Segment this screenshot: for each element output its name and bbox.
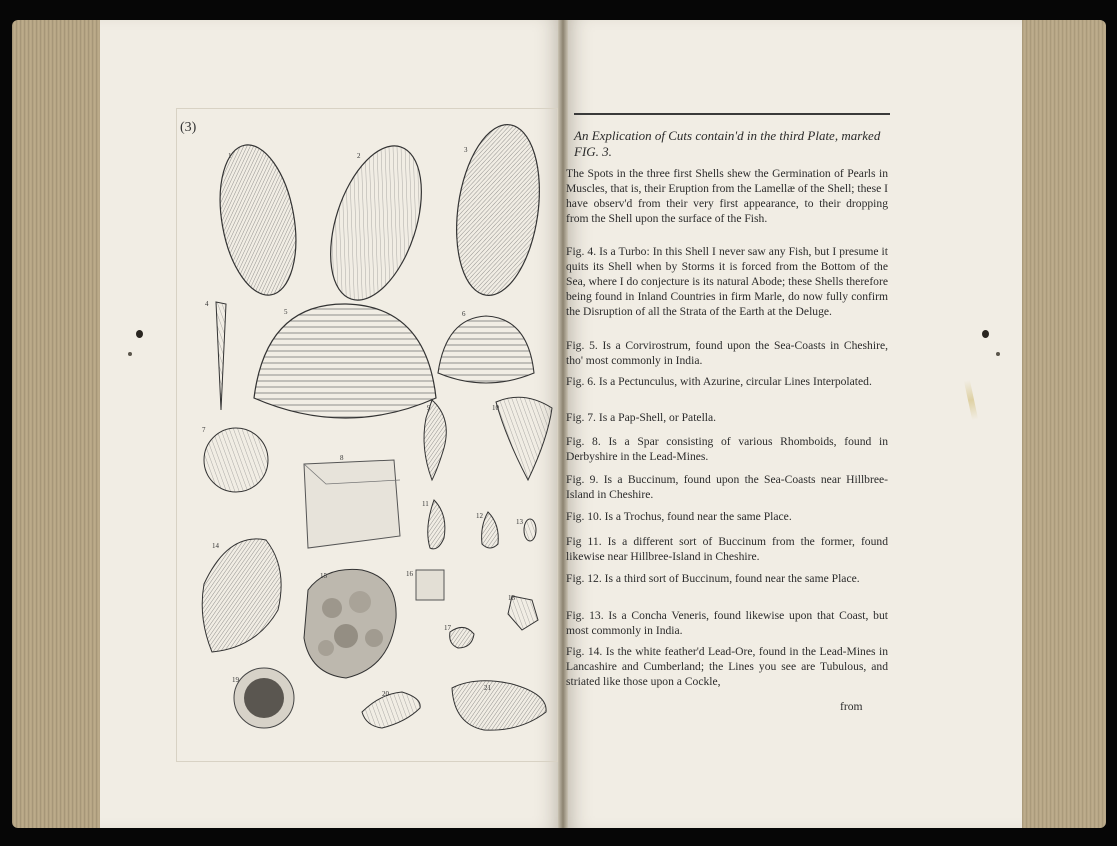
figure-number: 11	[422, 500, 429, 508]
shell-fig-3	[446, 119, 549, 300]
shell-fig-21	[452, 681, 546, 730]
figure-number: 10	[492, 404, 499, 412]
shell-fig-4	[216, 302, 226, 410]
plate-mark: (3)	[180, 120, 197, 135]
figure-number: 14	[212, 542, 219, 550]
figure-number: 9	[427, 404, 431, 412]
figure-number: 19	[232, 676, 239, 684]
page-smudge	[996, 352, 1000, 356]
figure-number: 4	[205, 300, 209, 308]
page-title: An Explication of Cuts contain'd in the third Plate, marked FIG. 3.	[574, 128, 881, 159]
paragraph: The Spots in the three first Shells shew the Germination of Pearls in Muscles, that is, their Eruption from the Lamellæ of the Shell; these I have observ'd from their very first appearance, to their dropping from the Shell upon the surface of the Fish.	[566, 167, 888, 225]
figure-number: 21	[484, 684, 491, 692]
figure-number: 8	[340, 454, 344, 462]
paragraph: Fig 11. Is a different sort of Buccinum from the former, found likewise near Hillbree-Island in Cheshire.	[566, 535, 888, 563]
paragraph: Fig. 12. Is a third sort of Buccinum, found near the same Place.	[566, 572, 860, 585]
shell-fig-20	[362, 692, 420, 728]
shell-fig-11	[428, 500, 445, 549]
paragraph: Fig. 8. Is a Spar consisting of various Rhomboids, found in Derbyshire in the Lead-Mines.	[566, 435, 888, 463]
shell-fig-6	[438, 316, 534, 383]
paragraph: Fig. 4. Is a Turbo: In this Shell I never saw any Fish, but I presume it quits its Shell when by Storms it is forced from the Bottom of the Sea, where I do conjecture is its natural Abode; these Shells therefore being found in Inland Countries in firm Marle, do now fully confirm the Disruption of all the Strata of the Earth at the Deluge.	[566, 245, 888, 318]
shell-fig-5	[254, 304, 436, 418]
paragraph: Fig. 13. Is a Concha Veneris, found likewise upon that Coast, but most commonly in India.	[566, 609, 888, 637]
figure-number: 2	[357, 152, 361, 160]
shell-fig-2	[313, 135, 439, 312]
shell-fig-8	[304, 460, 400, 548]
figure-number: 1	[228, 152, 232, 160]
shell-fig-10	[496, 397, 552, 480]
paragraph: Fig. 10. Is a Trochus, found near the same Place.	[566, 510, 792, 523]
figure-number: 12	[476, 512, 483, 520]
shell-engravings	[176, 108, 556, 760]
figure-number: 17	[444, 624, 451, 632]
paragraph: Fig. 5. Is a Corvirostrum, found upon the Sea-Coasts in Cheshire, tho' most commonly in India.	[566, 339, 888, 367]
shell-fig-16	[416, 570, 444, 600]
left-page-edges	[12, 20, 104, 828]
binding-hole	[982, 330, 989, 338]
figure-number: 6	[462, 310, 466, 318]
figure-number: 15	[320, 572, 327, 580]
binding-hole	[136, 330, 143, 338]
figure-number: 5	[284, 308, 288, 316]
shell-fig-9	[424, 400, 446, 480]
figure-number: 7	[202, 426, 206, 434]
catchword: from	[840, 700, 863, 713]
shell-fig-15	[304, 569, 396, 678]
figure-number: 3	[464, 146, 468, 154]
shell-fig-13	[524, 519, 536, 541]
shell-fig-12	[482, 512, 499, 548]
figure-number: 16	[406, 570, 413, 578]
figure-number: 20	[382, 690, 389, 698]
shell-fig-17	[450, 627, 474, 648]
figure-number: 13	[516, 518, 523, 526]
paragraph: Fig. 6. Is a Pectunculus, with Azurine, circular Lines Interpolated.	[566, 375, 872, 388]
figure-number: 18	[508, 594, 515, 602]
header-rule	[574, 113, 890, 115]
shell-fig-7	[204, 428, 268, 492]
shell-fig-14	[202, 539, 281, 652]
paragraph: Fig. 7. Is a Pap-Shell, or Patella.	[566, 411, 717, 424]
paragraph: Fig. 9. Is a Buccinum, found upon the Sea-Coasts near Hillbree-Island in Cheshire.	[566, 473, 888, 501]
paragraph: Fig. 14. Is the white feather'd Lead-Ore, found in the Lead-Mines in Lancashire and Cumberland; the Lines you see are Tubulous, and striated like those upon a Cockle,	[566, 645, 888, 688]
shell-fig-1	[209, 139, 306, 301]
right-page-edges	[1018, 20, 1106, 828]
page-smudge	[128, 352, 132, 356]
